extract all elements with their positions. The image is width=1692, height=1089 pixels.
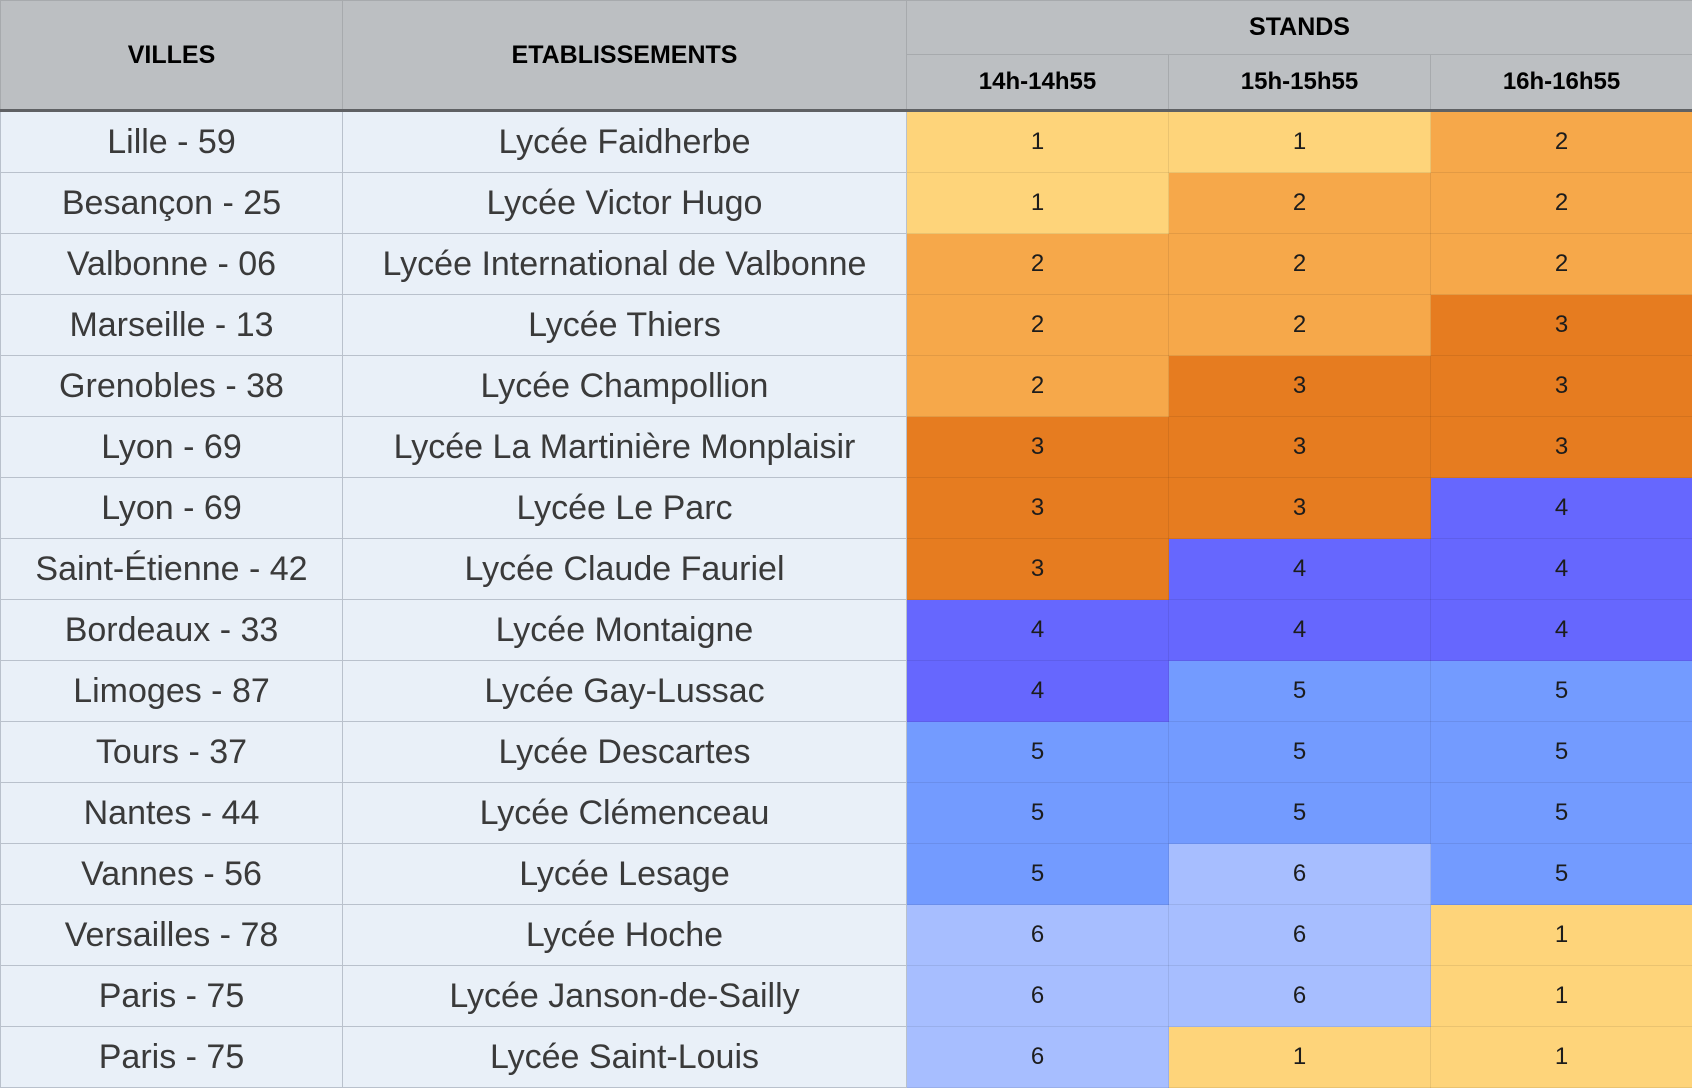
- stand-cell: 1: [1431, 1027, 1692, 1088]
- header-etablissements: ETABLISSEMENTS: [343, 1, 907, 111]
- school-cell: Lycée Le Parc: [343, 478, 907, 539]
- city-cell: Paris - 75: [1, 1027, 343, 1088]
- table-row: [1, 844, 1692, 905]
- school-cell: Lycée Thiers: [343, 295, 907, 356]
- school-cell: Lycée Janson-de-Sailly: [343, 966, 907, 1027]
- city-cell: Paris - 75: [1, 966, 343, 1027]
- school-cell: Lycée Saint-Louis: [343, 1027, 907, 1088]
- table-row: [1, 661, 1692, 722]
- stand-cell: 4: [1431, 600, 1692, 661]
- header-villes: VILLES: [1, 1, 343, 111]
- school-cell: Lycée Lesage: [343, 844, 907, 905]
- city-cell: Besançon - 25: [1, 173, 343, 234]
- stand-cell: 4: [1431, 539, 1692, 600]
- stand-cell: 1: [1169, 1027, 1431, 1088]
- table-row: [1, 111, 1692, 173]
- city-cell: Lyon - 69: [1, 478, 343, 539]
- stand-cell: 5: [1169, 661, 1431, 722]
- header-slot-16h: 16h-16h55: [1431, 55, 1692, 111]
- school-cell: Lycée Montaigne: [343, 600, 907, 661]
- table-row: [1, 234, 1692, 295]
- table-header: [1, 1, 1692, 111]
- stand-cell: 2: [1431, 234, 1692, 295]
- stand-cell: 3: [907, 539, 1169, 600]
- school-cell: Lycée Claude Fauriel: [343, 539, 907, 600]
- stand-cell: 6: [1169, 966, 1431, 1027]
- stand-cell: 1: [1431, 905, 1692, 966]
- school-cell: Lycée Descartes: [343, 722, 907, 783]
- school-cell: Lycée La Martinière Monplaisir: [343, 417, 907, 478]
- stand-cell: 2: [907, 234, 1169, 295]
- stand-cell: 6: [1169, 844, 1431, 905]
- stand-cell: 3: [907, 478, 1169, 539]
- stand-cell: 5: [1431, 722, 1692, 783]
- stand-cell: 5: [907, 844, 1169, 905]
- city-cell: Lyon - 69: [1, 417, 343, 478]
- school-cell: Lycée Champollion: [343, 356, 907, 417]
- city-cell: Marseille - 13: [1, 295, 343, 356]
- stand-cell: 3: [1169, 478, 1431, 539]
- table-row: [1, 1027, 1692, 1088]
- header-slot-14h: 14h-14h55: [907, 55, 1169, 111]
- school-cell: Lycée International de Valbonne: [343, 234, 907, 295]
- header-stands: STANDS: [907, 1, 1692, 55]
- city-cell: Lille - 59: [1, 111, 343, 173]
- table-body: [1, 111, 1692, 1088]
- school-cell: Lycée Hoche: [343, 905, 907, 966]
- stand-cell: 4: [1169, 539, 1431, 600]
- stand-cell: 2: [907, 356, 1169, 417]
- stand-cell: 2: [907, 295, 1169, 356]
- stand-cell: 5: [907, 783, 1169, 844]
- stand-cell: 3: [1169, 417, 1431, 478]
- stand-cell: 1: [1431, 966, 1692, 1027]
- stand-cell: 2: [1431, 173, 1692, 234]
- stand-cell: 4: [1431, 478, 1692, 539]
- stand-cell: 3: [907, 417, 1169, 478]
- stand-cell: 1: [907, 111, 1169, 173]
- header-row-top: [1, 1, 1692, 55]
- school-cell: Lycée Gay-Lussac: [343, 661, 907, 722]
- table-row: [1, 966, 1692, 1027]
- city-cell: Bordeaux - 33: [1, 600, 343, 661]
- stand-cell: 6: [907, 1027, 1169, 1088]
- city-cell: Tours - 37: [1, 722, 343, 783]
- stand-cell: 3: [1431, 356, 1692, 417]
- table-row: [1, 295, 1692, 356]
- stand-cell: 2: [1169, 173, 1431, 234]
- stand-cell: 5: [907, 722, 1169, 783]
- table-row: [1, 905, 1692, 966]
- stand-cell: 6: [907, 905, 1169, 966]
- school-cell: Lycée Faidherbe: [343, 111, 907, 173]
- stand-cell: 5: [1169, 722, 1431, 783]
- table-row: [1, 417, 1692, 478]
- stand-cell: 1: [1169, 111, 1431, 173]
- city-cell: Saint-Étienne - 42: [1, 539, 343, 600]
- stand-cell: 5: [1431, 844, 1692, 905]
- table-row: [1, 783, 1692, 844]
- table-row: [1, 173, 1692, 234]
- city-cell: Versailles - 78: [1, 905, 343, 966]
- stand-cell: 5: [1431, 661, 1692, 722]
- stand-cell: 5: [1169, 783, 1431, 844]
- stand-cell: 3: [1431, 417, 1692, 478]
- city-cell: Vannes - 56: [1, 844, 343, 905]
- stand-cell: 4: [907, 600, 1169, 661]
- table-row: [1, 722, 1692, 783]
- stand-cell: 2: [1169, 295, 1431, 356]
- table-row: [1, 356, 1692, 417]
- stand-cell: 2: [1431, 111, 1692, 173]
- table-row: [1, 478, 1692, 539]
- stand-cell: 4: [1169, 600, 1431, 661]
- stand-cell: 6: [907, 966, 1169, 1027]
- stand-cell: 5: [1431, 783, 1692, 844]
- city-cell: Valbonne - 06: [1, 234, 343, 295]
- header-slot-15h: 15h-15h55: [1169, 55, 1431, 111]
- stand-cell: 1: [907, 173, 1169, 234]
- stand-cell: 6: [1169, 905, 1431, 966]
- school-cell: Lycée Clémenceau: [343, 783, 907, 844]
- city-cell: Limoges - 87: [1, 661, 343, 722]
- stand-cell: 2: [1169, 234, 1431, 295]
- city-cell: Grenobles - 38: [1, 356, 343, 417]
- table-row: [1, 539, 1692, 600]
- stand-cell: 3: [1431, 295, 1692, 356]
- stand-cell: 3: [1169, 356, 1431, 417]
- table-row: [1, 600, 1692, 661]
- city-cell: Nantes - 44: [1, 783, 343, 844]
- stand-cell: 4: [907, 661, 1169, 722]
- school-cell: Lycée Victor Hugo: [343, 173, 907, 234]
